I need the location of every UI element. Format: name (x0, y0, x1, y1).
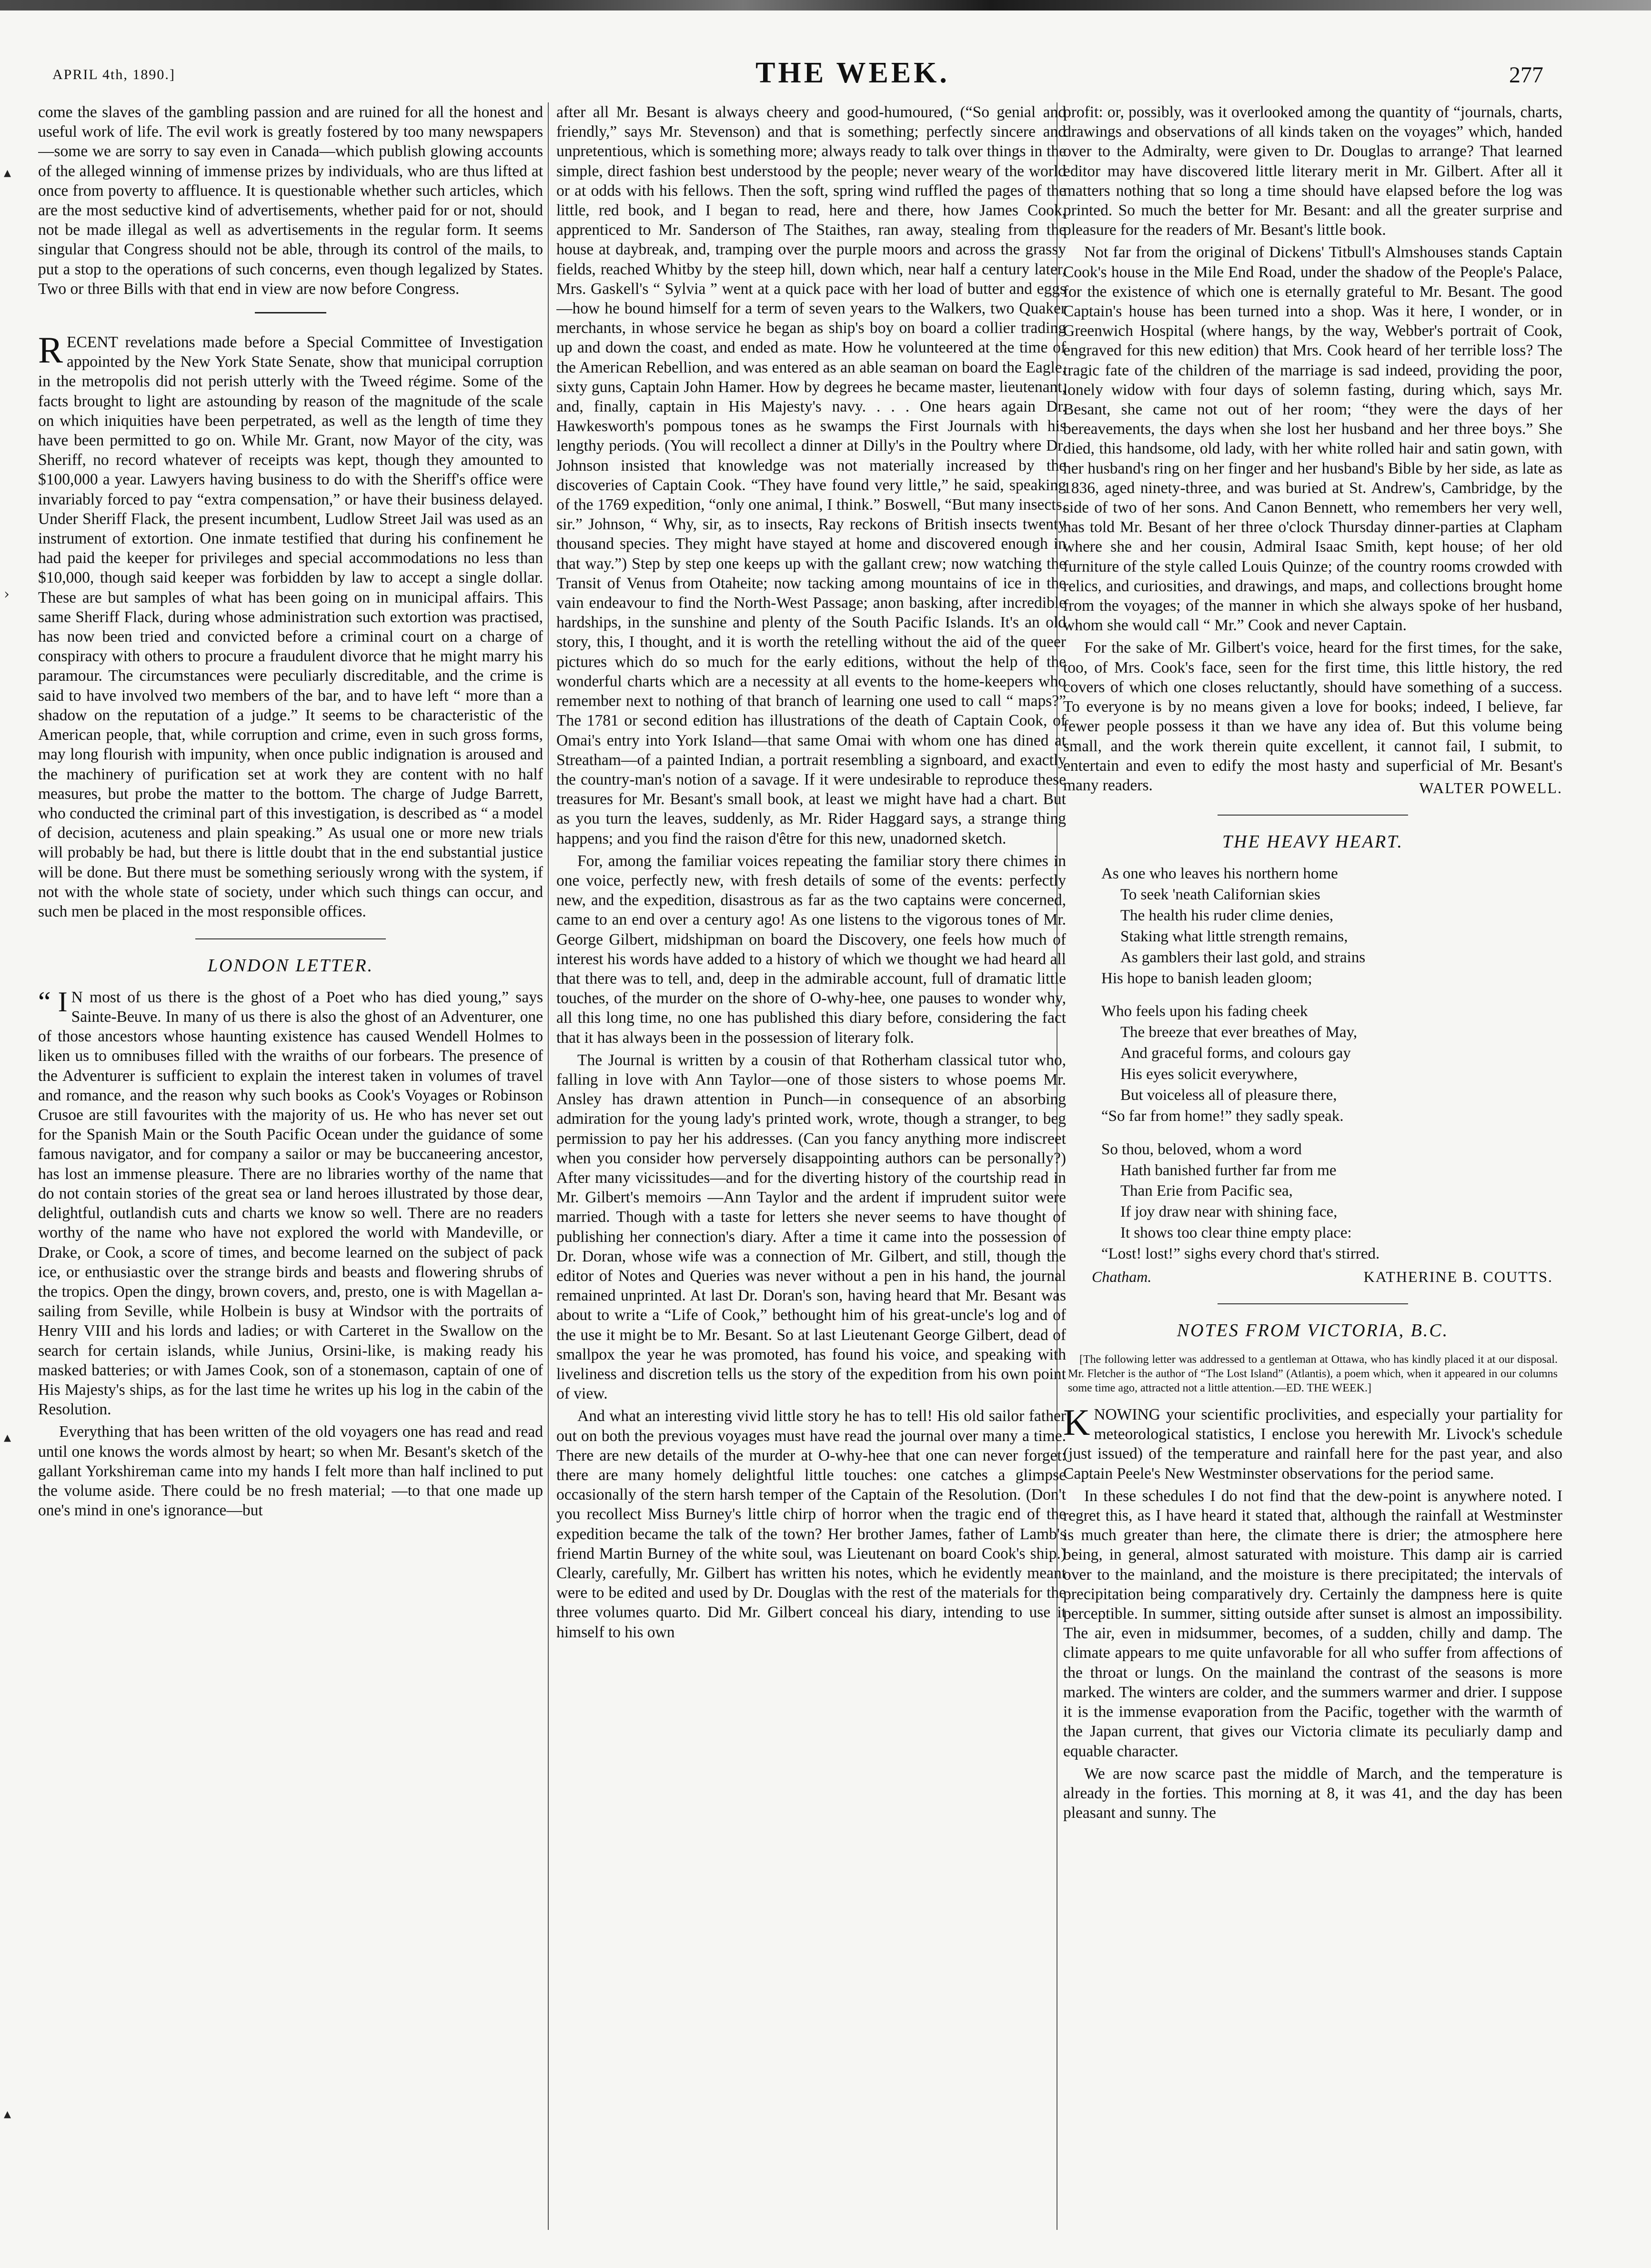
section-title-notes-victoria: NOTES FROM VICTORIA, B.C. (1177, 1320, 1449, 1341)
column-1 (38, 102, 543, 2239)
poem-title: THE HEAVY HEART. (1222, 832, 1403, 852)
section-separator (1218, 815, 1408, 816)
page-header (52, 56, 1543, 94)
poem-line: And graceful forms, and colours gay (1120, 1045, 1351, 1062)
poem-line: “Lost! lost!” sighs every chord that's stirred. (1101, 1245, 1380, 1263)
paragraph-text: ECENT revelations made before a Special Committee of Investigation appointed by the New York State Senate, show that municipal corruption in the metropolis did not perish utterly with the Tweed régime. Some of the facts brought to light are astounding by reason of the magnitude of the scale on which iniquities have been perpetrated, as well as the length of time they have been permitted to go on. While Mr. Grant, now Mayor of the city, was Sheriff, no record whatever of receipts was kept, though they amounted to $100,000 a year. Lawyers having business to do with the Sheriff's office were invariably forced to pay “extra compensation,” or have their business delayed. Under Sheriff Flack, the present incumbent, Ludlow Street Jail was used as an instrument of extortion. One inmate testified that during his confinement he had paid the keeper for privileges and special accommodations no less than $10,000, though said keeper was forbidden by law to accept a single dollar. These are but samples of what has been going on in municipal affairs. This same Sheriff Flack, during whose administration such extortion was practised, has now been tried and convicted before a criminal court on a charge of conspiracy with others to procure a fraudulent divorce that he might marry his paramour. The circumstances were peculiarly discreditable, and the crime is said to have involved two members of the bar, and to have left “ more than a shadow on the reputation of a judge.” It seems to be characteristic of the American people, that, while corruption and crime, even in such gross forms, may long flourish with impunity, when once public indignation is aroused and the machinery of purification set at work they are content with no half measures, but probe the matter to the bottom. The charge of Judge Barrett, who conducted the criminal part of this investigation, is described as “ a model of decision, acuteness and plain speaking.” As usual one or more new trials will probably be had, but there is little doubt that in the end substantial justice will be done. But there must be something seriously wrong with the system, if not with the whole state of society, under which such things can occur, and such men be placed in the most responsible offices. (38, 333, 543, 920)
poem-line: The health his ruder clime denies, (1120, 907, 1334, 924)
paragraph-victoria-2: In these schedules I do not find that the dew-point is anywhere noted. I regret this, as I have heard it stated that, although the rainfall at Westminster is much greater than here, the climate there is drier; the atmosphere here being, in general, almost saturated with moisture. This damp air is carried over to the mainland, and the moisture is there precipitated; the intervals of precipitation being comparatively dry. Certainly the dampness here is quite perceptible. In summer, sitting outside after sunset is almost an impossibility. The air, even in midsummer, becomes, of a sudden, chilly and damp. The climate appears to me quite unfavorable for all who suffer from affections of the throat or lungs. On the mainland the contrast of the seasons is more marked. The winters are colder, and the summers warmer and drier. I suppose it is the immense evaporation from the Pacific, together with the warmth of the Japan current, that gives our Victoria climate its peculiarly damp and equable character. (1063, 1487, 1562, 1760)
poem-line: Staking what little strength remains, (1120, 927, 1348, 945)
masthead-title: THE WEEK. (755, 57, 950, 89)
column-2 (556, 102, 1066, 2239)
poem-line: His hope to banish leaden gloom; (1101, 969, 1312, 987)
drop-cap: K (1063, 1401, 1090, 1443)
editor-note (1068, 1352, 1558, 1395)
paragraph-london-letter-2: Everything that has been written of the old voyagers one has read and read until one knows the words almost by heart; so when Mr. Besant's sketch of the gallant Yorkshireman came into my hands I felt more than half inclined to put the volume aside. There could be no fresh material; —to that one made up one's mind in one's ignorance—but (38, 1423, 543, 1520)
paragraph-london-letter-1 (38, 988, 543, 1419)
paragraph-conclusion: For the sake of Mr. Gilbert's voice, heard for the first times, for the sake, too, of Mrs. Cook's face, seen for the first time, this little history, the red covers of which one closes reluctantly, should have something of a success. To everyone is by no means given a love for books; indeed, I believe, far fewer people possess it than we have any idea of. But this volume being small, and the work therein quite excellent, it cannot fail, I submit, to entertain and even to edify the most hasty and superficial of Mr. Besant's many readers. (1063, 639, 1562, 794)
poem-author: KATHERINE B. COUTTS. (1363, 1268, 1553, 1285)
paragraph-journal-history: The Journal is written by a cousin of that Rotherham classical tutor who, falling in love with Ann Taylor—one of those sisters to whose poems Mr. Ansley has drawn attention in Punch—in consequence of an absorbing admiration for the young lady's printed work, wrote, though a stranger, to beg permission to pay her his addresses. (Can you fancy anything more indiscreet when you consider how perversely disappointing authors can be personally?) After many vicissitudes—and for the diverting history of the courtship read in Mr. Gilbert's memoirs —Ann Taylor and the ardent if imprudent suitor were married. Though with a taste for letters she never seems to have thought of publishing her connection's diary. After a time it came into the possession of Dr. Doran, whose wife was a connection of Mr. Gilbert, and still, though the editor of Notes and Queries was never without a pen in his hand, the journal remained unprinted. At last Dr. Doran's son, having heard that Mr. Besant was about to write a “Life of Cook,” bethought him of his great-uncle's log and of the use it might be to Mr. Besant. So at last Lieutenant George Gilbert, dead of smallpox the year he was promoted, has found his voice, and speaking with liveliness and discretion tells us the story of the expedition from his own point of view. (556, 1051, 1066, 1403)
paragraph-cook-house: Not far from the original of Dickens' Titbull's Almshouses stands Captain Cook's house in the Mile End Road, under the shadow of the People's Palace, for the existence of which one is eternally grateful to Mr. Besant. The good Captain's house has been turned into a shop. Was it here, I wonder, or in Greenwich Hospital (where hangs, by the way, Webber's portrait of Cook, engraved for this new edition) that Mrs. Cook heard of her terrible loss? The tragic fate of the children of the marriage is sad indeed, providing the poor, lonely widow with four days of solemn fasting, during which, says Mr. Besant, she came not out of her room; “they were the days of her bereavements, the days when she lost her husband and her three boys.” She died, this handsome, old lady, with her white rolled hair and satin gown, with her husband's ring on her finger and her husband's Bible by her side, as late as 1836, aged ninety-three, and was buried at St. Andrew's, Cambridge, by the side of two of her sons. And Canon Bennett, who remembers her very well, has told Mr. Besant of her three o'clock Thursday dinner-parties at Clapham where she and her cousin, Admiral Isaac Smith, kept house; of her old furniture of the style called Louis Quinze; of the country rooms crowded with relics, and curiosities, and drawings, and maps, and collections brought home from the voyages; of the manner in which she always spoke of her husband, whom she would call “ Mr.” Cook and never Captain. (1063, 243, 1562, 635)
margin-mark: ▴ (4, 164, 11, 181)
paragraph-text: NOWING your scientific proclivities, and especially your partiality for meteorological statistics, I enclose you herewith Mr. Livock's schedule (just issued) of the temperature and rainfall here for the past year, and also Captain Peele's New Westminster observations for the period same. (1063, 1406, 1562, 1482)
scan-edge (0, 0, 1651, 10)
page-number: 277 (1509, 62, 1543, 88)
poem-line: It shows too clear thine empty place: (1120, 1224, 1352, 1242)
editor-note-text: [The following letter was addressed to a gentleman at Ottawa, who has kindly placed it at our disposal. Mr. Fletcher is the author of “The Lost Island” (Atlantis), a poem which, when it appeared in our columns some time ago, attracted not a little attention.—ED. THE WEEK.] (1068, 1353, 1558, 1395)
poem-stanza (1101, 1001, 1562, 1127)
paragraph-new-york-corruption (38, 329, 543, 921)
section-title-london-letter: LONDON LETTER. (207, 956, 374, 976)
drop-cap: “ I (38, 986, 68, 1018)
paragraph-victoria-3: We are now scarce past the middle of March, and the temperature is already in the forties. This morning at 8, it was 41, and the day has been pleasant and sunny. The (1063, 1764, 1562, 1822)
issue-date: APRIL 4th, 1890.] (52, 67, 175, 82)
section-separator (195, 938, 386, 939)
poem-line: Hath banished further far from me (1120, 1161, 1337, 1179)
poem-line: The breeze that ever breathes of May, (1120, 1024, 1358, 1041)
poem-stanza (1101, 1139, 1562, 1265)
poem-stanza (1101, 864, 1562, 989)
section-separator (1218, 1303, 1408, 1304)
paragraph-profit: profit: or, possibly, was it overlooked among the quantity of “journals, charts, drawings and observations of all kinds taken on the voyages” which, handed over to the Admiralty, were given to Dr. Douglas to arrange? That learned editor may have discovered little literary merit in Mr. Gilbert. After all it matters nothing that so long a time should have elapsed before the log was printed. So much the better for Mr. Besant: and all the greater surprise and pleasure for the readers of Mr. Besant's little book. (1063, 103, 1562, 239)
poem-line: To seek 'neath Californian skies (1120, 886, 1320, 904)
poem-line: As one who leaves his northern home (1101, 865, 1338, 883)
paragraph-text: N most of us there is the ghost of a Poet who has died young,” says Sainte-Beuve. In many of us there is also the ghost of an Adventurer, one of those ancestors whose haunting existence has caused Wendell Holmes to liken us to omnibuses filled with the wraiths of our forbears. The presence of the Adventurer is sufficient to explain the interest taken in volumes of travel and romance, and the reason why such books as Cook's Voyages or Robinson Crusoe are still favourites with the majority of us. He who has never set out for the Spanish Main or the South Pacific Ocean under the guidance of some famous navigator, and for company a sailor or may be buccaneering ancestor, has lost an immense pleasure. There are no libraries worthy of the name that do not contain stories of the great sea or land heroes illustrated by those dear, delightful, outlandish cuts and charts we know so well. There are no readers worthy of the name who have not explored the world with Mandeville, or Drake, or Cook, a score of times, and become learned on the subject of pack ice, or enthusiastic over the strange birds and beasts and flowering shrubs of the tropics. Open the dingy, brown covers, and, presto, one is with Magellan a-sailing from Seville, while Holbein is busy at Windsor with the portraits of Henry VIII and his lords and ladies; or with Carteret in the Swallow on the search for certain islands, while Junius, Orsini-like, is making ready his masked batteries; or with James Cook, son of a stonemason, captain of one of His Majesty's ships, as for the last time he writes up his log in the cabin of the Resolution. (38, 988, 543, 1419)
column-3 (1063, 102, 1562, 2239)
drop-cap: R (38, 329, 63, 371)
poem-line: As gamblers their last gold, and strains (1120, 948, 1366, 966)
poem-line: So thou, beloved, whom a word (1101, 1140, 1302, 1158)
poem-line: “So far from home!” they sadly speak. (1101, 1107, 1344, 1125)
paragraph-besant-sketch: after all Mr. Besant is always cheery and good-humoured, (“So genial and friendly,” says Mr. Stevenson) and that is something; perfectly sincere and unpretentious, which is something more; always ready to talk over things in the simple, direct fashion best understood by the people; never weary of the world or at odds with his fellows. Then the soft, spring wind ruffled the pages of the little, red book, and I began to read, here and there, how James Cook, apprenticed to Mr. Sanderson of The Staithes, ran away, stealing from the house at daybreak, and, tramping over the purple moors and across the grassy fields, reached Whitby by the steep hill, down which, near half a century later, Mrs. Gaskell's “ Sylvia ” went at a quick pace with her load of butter and eggs—how he bound himself for a term of seven years to the Walkers, two Quaker merchants, in whose service he began as ship's boy on board a collier trading up and down the coast, and ended as mate. How he volunteered at the time of the American Rebellion, and was entered as an able seaman on board the Eagle, sixty guns, Captain John Hamer. How by degrees he became master, lieutenant, and, finally, captain in His Majesty's navy. . . . One hears again Dr. Hawkesworth's pompous tones as he swamps the First Journals with his lengthy periods. (You will recollect a dinner at Dilly's in the Poultry where Dr. Johnson insisted that knowledge was not materially increased by the discoveries of Captain Cook. “They have found very little,” he said, speaking of the 1769 expedition, “only one animal, I think.” Boswell, “But many insects, sir.” Johnson, “ Why, sir, as to insects, Ray reckons of British insects twenty thousand species. They might have stayed at home and discovered enough in that way.”) Step by step one keeps up with the gallant crew; now watching the Transit of Venus from Otaheite; now tacking among mountains of ice in the vain endeavour to find the North-West Passage; anon basking, after incredible hardships, in the sunshine and plenty of the South Pacific Islands. It's an old story, this, I thought, and it is worth the retelling without the aid of the queer pictures which do so much for the early editions, without the help of the wonderful charts which are a necessity at all events to the home-keepers who remember next to nothing of that branch of learning one used to call “ maps?” The 1781 or second edition has illustrations of the death of Captain Cook, of Omai's entry into York Island—that same Omai with whom one has dined at Streatham—of a painted Indian, a portrait resembling a signboard, and exactly the country-man's notion of a savage. If it were undesirable to reproduce these treasures for Mr. Besant's small book, at least we might have had a chart. But as you turn the leaves, suddenly, as Mr. Rider Haggard says, a strange thing happens; and you find the raison d'être for this new, unadorned sketch. (556, 103, 1066, 847)
paragraph-victoria-1 (1063, 1401, 1562, 1483)
margin-mark: ▴ (4, 2106, 11, 2122)
poem-line: Who feels upon his fading cheek (1101, 1003, 1308, 1020)
poem-line: His eyes solicit everywhere, (1120, 1066, 1298, 1083)
margin-mark: ▴ (4, 1429, 11, 1446)
poem-line: But voiceless all of pleasure there, (1120, 1086, 1337, 1104)
paragraph-gambling-continuation: come the slaves of the gambling passion and are ruined for all the honest and useful work of life. The evil work is greatly fostered by too many newspapers—some we are sorry to say even in Canada—which publish glowing accounts of the alleged winning of immense prizes by individuals, who are thus lifted at once from poverty to affluence. It is questionable whether such articles, which are the most seductive kind of advertisements, whether paid for or not, should not be made illegal as well as advertisements in the regular form. It seems singular that Congress should not be able, through its control of the mails, to put a stop to the operations of such concerns, even though legalized by States. Two or three Bills with that end in view are now before Congress. (38, 103, 543, 298)
poem-signature (1092, 1268, 1553, 1286)
paragraph-vivid-story: And what an interesting vivid little story he has to tell! His old sailor father out on both the previous voyages must have read the journal over many a time. There are new details of the murder at O-why-hee that one can never forget: there are many homely delightful little touches: one catches a glimpse occasionally of the stern harsh temper of the Captain of the Resolution. (Don't you recollect Miss Burney's little chirp of horror when the tragic end of the expedition became the talk of the town? Her brother James, father of Lamb's friend Martin Burney of the white soul, was Lieutenant on board Cook's ship.) Clearly, carefully, Mr. Gilbert has written his notes, which he evidently meant were to be edited and used by Dr. Douglas with the rest of the materials for the three volumes quarto. Did Mr. Gilbert conceal his diary, intending to use it himself to his own (556, 1407, 1066, 1641)
section-separator (255, 312, 326, 313)
poem-body (1101, 864, 1562, 1265)
column-rule (548, 102, 549, 2230)
margin-mark: › (4, 586, 10, 603)
poem-place: Chatham. (1092, 1268, 1152, 1285)
poem-line: If joy draw near with shining face, (1120, 1203, 1338, 1221)
paragraph-gilbert-voice: For, among the familiar voices repeating the familiar story there chimes in one voice, perfectly new, with fresh details of some of the events: perfectly new, and the expedition, disastrous as far as the two captains were concerned, came to an end over a century ago! As one listens to the vigorous tones of Mr. George Gilbert, midshipman on board the Discovery, one feels how much of interest his words have added to a history of which we thought we had heard all that there was to tell, and, deep in the admirable account, full of dramatic little touches, of the murder on the shore of O-why-hee, one pauses to wonder why, all this long time, no one has published this diary before, considering the fact that it has always been in the possession of literary folk. (556, 852, 1066, 1047)
article-author: WALTER POWELL. (1419, 779, 1562, 797)
poem-line: Than Erie from Pacific sea, (1120, 1182, 1293, 1200)
